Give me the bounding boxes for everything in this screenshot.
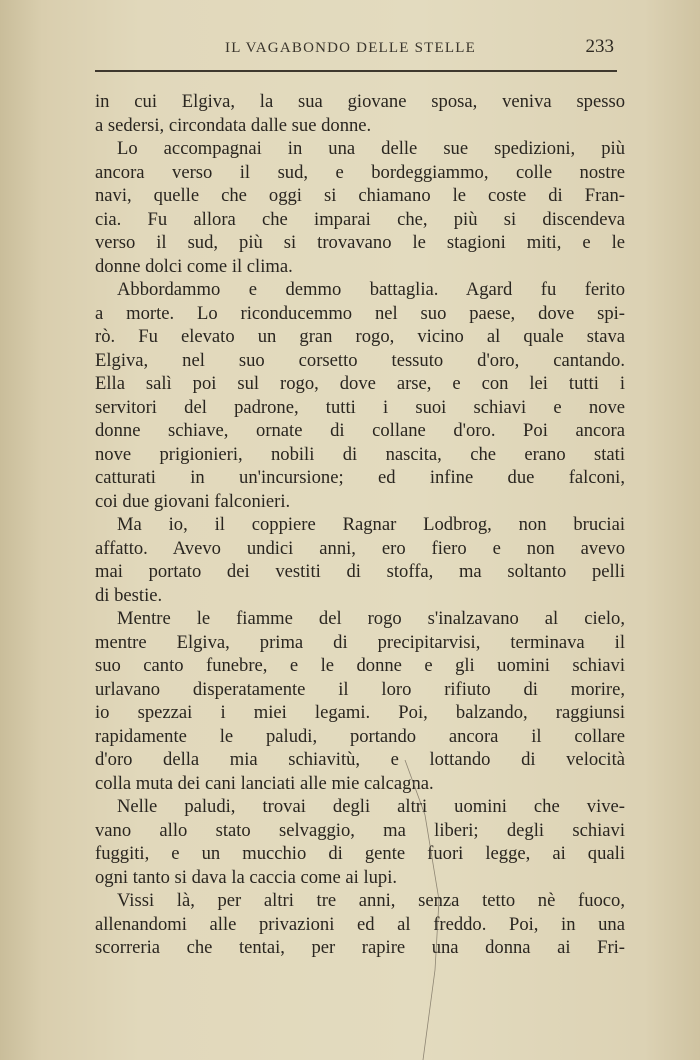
text-line: in cui Elgiva, la sua giovane sposa, veniva spesso	[95, 91, 625, 112]
text-line: urlavano disperatamente il loro rifiuto di morire,	[95, 678, 625, 700]
text-line: a morte. Lo riconducemmo nel suo paese, dove spi-	[95, 302, 625, 324]
text-line: servitori del padrone, tutti i suoi schiavi e nove	[95, 396, 625, 418]
body-text	[95, 90, 625, 960]
page-number: 233	[585, 36, 614, 57]
text-line: verso il sud, più si trovavano le stagioni miti, e le	[95, 232, 625, 253]
header-rule	[95, 70, 617, 72]
text-line: a sedersi, circondata dalle sue donne.	[95, 114, 372, 136]
text-line: Abbordammo e demmo battaglia. Agard fu ferito	[117, 279, 625, 300]
text-line: d'oro della mia schiavitù, e lottando di velocità	[95, 749, 625, 770]
text-line: navi, quelle che oggi si chiamano le coste di Fran-	[95, 185, 625, 206]
text-line: nove prigionieri, nobili di nascita, che erano stati	[95, 443, 625, 465]
text-line: Elgiva, nel suo corsetto tessuto d'oro, cantando.	[95, 349, 625, 371]
text-line: suo canto funebre, e le donne e gli uomini schiavi	[95, 655, 625, 676]
text-line: ancora verso il sud, e bordeggiammo, colle nostre	[95, 161, 625, 183]
text-line: rapidamente le paludi, portando ancora il collare	[95, 725, 625, 747]
text-line: fuggiti, e un mucchio di gente fuori legge, ai quali	[95, 843, 625, 864]
text-line: Vissi là, per altri tre anni, senza tetto nè fuoco,	[117, 890, 625, 911]
page-header	[95, 36, 620, 70]
text-line: rò. Fu elevato un gran rogo, vicino al quale stava	[95, 326, 625, 347]
text-line: donne schiave, ornate di collane d'oro. Poi ancora	[95, 420, 625, 441]
text-line: Ma io, il coppiere Ragnar Lodbrog, non bruciai	[117, 514, 625, 535]
text-line: io spezzai i miei legami. Poi, balzando, raggiunsi	[95, 702, 625, 723]
text-line: allenandomi alle privazioni ed al freddo. Poi, in una	[95, 913, 625, 935]
text-line: Lo accompagnai in una delle sue spedizioni, più	[117, 138, 625, 159]
text-line: affatto. Avevo undici anni, ero fiero e non avevo	[95, 537, 625, 559]
text-line: cia. Fu allora che imparai che, più si discendeva	[95, 208, 625, 230]
text-line: Nelle paludi, trovai degli altri uomini che vive-	[117, 796, 625, 817]
text-line: scorreria che tentai, per rapire una donna ai Fri-	[95, 937, 625, 958]
text-line: ogni tanto si dava la caccia come ai lupi.	[95, 866, 398, 888]
text-line: vano allo stato selvaggio, ma liberi; degli schiavi	[95, 819, 625, 841]
text-line: di bestie.	[95, 584, 163, 606]
text-line: colla muta dei cani lanciati alle mie calcagna.	[95, 772, 434, 794]
text-line: mentre Elgiva, prima di precipitarvisi, terminava il	[95, 631, 625, 653]
running-title: IL VAGABONDO DELLE STELLE	[225, 40, 476, 56]
text-line: mai portato dei vestiti di stoffa, ma soltanto pelli	[95, 561, 625, 582]
text-line: catturati in un'incursione; ed infine due falconi,	[95, 467, 625, 488]
text-line: coi due giovani falconieri.	[95, 490, 291, 512]
text-line: donne dolci come il clima.	[95, 255, 293, 277]
paper-crease	[395, 760, 455, 1060]
text-line: Mentre le fiamme del rogo s'inalzavano al cielo,	[117, 608, 625, 629]
text-line: Ella salì poi sul rogo, dove arse, e con lei tutti i	[95, 373, 625, 394]
